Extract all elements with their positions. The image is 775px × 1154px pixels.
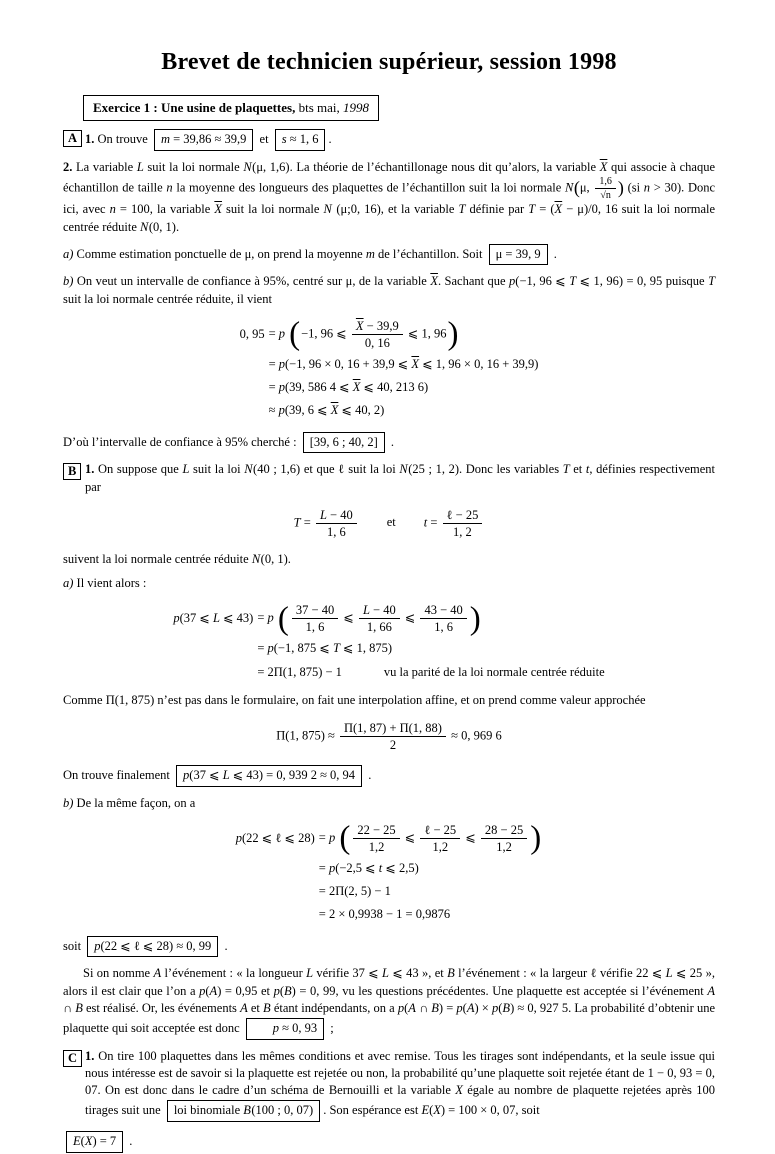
equation-rhs: = 2 × 0,9938 − 1 = 0,9876	[318, 907, 451, 922]
equation-rhs: = p (−1, 96 ⩽ $\frac{\overline{X} - 39,9}{0, 16}$ ⩽ 1, 96)	[268, 316, 459, 353]
paragraph-a-conclusion: D’où l’intervalle de confiance à 95% cherché : [39, 6 ; 40, 2] .	[63, 431, 715, 455]
page-title: Brevet de technicien supérieur, session 1998	[161, 49, 617, 75]
paragraph-text: 1. On trouve m = 39,86 ≈ 39,9 et s ≈ 1, 6 .	[85, 132, 332, 146]
paragraph-b-result-b: soit p(22 ⩽ ℓ ⩽ 28) ≈ 0, 99 .	[63, 935, 715, 959]
equation-lhs: p(37 ⩽ L ⩽ 43)	[173, 611, 254, 626]
equation-rhs: = p(−1, 96 × 0, 16 + 39,9 ⩽ $\overline{X}$ ⩽ 1, 96 × 0, 16 + 39,9)	[268, 356, 539, 371]
exercise-header-row	[83, 95, 715, 121]
paragraph-b-interpolation: Comme Π(1, 875) n’est pas dans le formulaire, on fait une interpolation affine, et on prend comme valeur approchée	[63, 692, 646, 707]
paragraph-a-q2b: b) On veut un intervalle de confiance à 95%, centré sur μ, de la variable $\overline{X}$. Sachant que p(−1, 96 ⩽ T ⩽ 1, 96) = 0, 95 puisque T suit la loi normale centrée réduite, il vient	[63, 274, 716, 306]
equation-rhs: ≈ p(39, 6 ⩽ $\overline{X}$ ⩽ 40, 2)	[268, 403, 385, 418]
paragraph-text: 1. On suppose que L suit la loi N(40 ; 1,6) et que ℓ suit la loi N(25 ; 1, 2). Donc les variables T et t, définies respectivement par	[85, 462, 715, 494]
equation-rhs: = p ( $\frac{22 - 25}{1,2}$ ⩽ $\frac{\text{ℓ − 25}}{1,2}$ ⩽ $\frac{28 - 25}{1,2}$ )	[318, 820, 542, 857]
section-b-marker: B	[63, 463, 81, 480]
paragraph-a-q2: 2. La variable L suit la loi normale N(μ, 1,6). La théorie de l’échantillonage nous dit qu’alors, la variable $\overline{X}$ qui associe à chaque échantillon de taille n la moyenne des longueurs des plaquettes de l’échantillon suit la loi normale N(μ, $\frac{1,6}{√n}$ ) (si n > 30). Donc ici, avec n = 100, la variable $\overline{X}$ suit la loi normale N (μ;0, 16), et la variable T définie par $T = (\overline{X} - \mu)/0$, 16 suit la loi normale centrée réduite N(0, 1).	[63, 159, 716, 234]
equation-rhs: = p(−2,5 ⩽ t ⩽ 2,5)	[318, 860, 419, 875]
document-page	[0, 46, 775, 1154]
paragraph-c-q1	[63, 1048, 715, 1123]
equation-block-confidence-interval	[63, 316, 715, 420]
equation-rhs: = 2Π(1, 875) − 1 vu la parité de la loi normale centrée réduite	[257, 664, 605, 679]
equation-T-t-definitions: T = $\frac{L - 40}{1, 6}$ et t = $\frac{\text{ℓ − 25}}{1, 2}$	[63, 508, 715, 539]
equation-rhs: = p(−1, 875 ⩽ T ⩽ 1, 875)	[257, 641, 393, 656]
equation-lhs: 0, 95	[239, 326, 265, 341]
paragraph-b-events: Si on nomme A l’événement : « la longueur L vérifie 37 ⩽ L ⩽ 43 », et B l’événement : « la largeur ℓ vérifie 22 ⩽ L ⩽ 25 », alors il est clair que l’on a p(A) = 0,95 et p(B) = 0, 99, vu les questions précédentes. Une plaquette est acceptée si l’événement A ∩ B est réalisé. Or, les événements A et B étant indépendants, on a p(A ∩ B) = p(A) × p(B) ≈ 0, 927 5. La probabilité d’obtenir une plaquette qui soit acceptée est donc p ≈ 0, 93 ;	[63, 965, 715, 1040]
paragraph-c-result: E(X) = 7 .	[63, 1130, 715, 1154]
paragraph-a-q1	[63, 128, 715, 152]
equation-rhs: = p ( $\frac{37 - 40}{1, 6}$ ⩽ $\frac{L - 40}{1, 66}$ ⩽ $\frac{43 - 40}{1, 6}$ )	[257, 600, 481, 637]
paragraph-b-result-a: On trouve finalement p(37 ⩽ L ⩽ 43) = 0, 939 2 ≈ 0, 94 .	[63, 764, 715, 788]
section-c-marker: C	[63, 1050, 82, 1067]
paragraph-b-qb: b) De la même façon, on a	[63, 795, 196, 810]
paragraph-a-q2a: a) Comme estimation ponctuelle de μ, on prend la moyenne m de l’échantillon. Soit μ = 39, 9 .	[63, 243, 715, 267]
section-a-marker: A	[63, 130, 82, 147]
paragraph-b-q1	[63, 461, 715, 496]
equation-rhs: = p(39, 586 4 ⩽ $\overline{X}$ ⩽ 40, 213 6)	[268, 380, 429, 395]
paragraph-b-qa: a) Il vient alors :	[63, 576, 147, 591]
paragraph-text: 1. On tire 100 plaquettes dans les mêmes conditions et avec remise. Tous les tirages sont indépendants, et la seule issue qui nous intéresse est de savoir si la plaquette est rejetée ou non, la probabilité qu’une plaquette soit rejetée étant de 1 − 0, 93 = 0, 07. On est donc dans le cadre d’un schéma de Bernouilli et la variable X égale au nombre de plaquette rejetées après 100 tirages suit une loi binomiale B(100 ; 0, 07) . Son espérance est E(X) = 100 × 0, 07, soit	[85, 1049, 715, 1118]
equation-rhs: = 2Π(2, 5) − 1	[318, 884, 391, 899]
equation-block-p22-28	[63, 820, 715, 924]
equation-pi-interpolation: Π(1, 875) ≈ $\frac{\Pi(1, 87) + \Pi(1, 88)}{2}$ ≈ 0, 969 6	[276, 721, 502, 753]
equation-lhs: p(22 ⩽ ℓ ⩽ 28)	[235, 830, 315, 845]
paragraph-b-followup: suivent la loi normale centrée réduite N(0, 1).	[63, 551, 291, 566]
exercise-header-box: Exercice 1 : Une usine de plaquettes, bts mai, 1998	[83, 95, 379, 121]
equation-block-p37-43	[63, 600, 715, 681]
